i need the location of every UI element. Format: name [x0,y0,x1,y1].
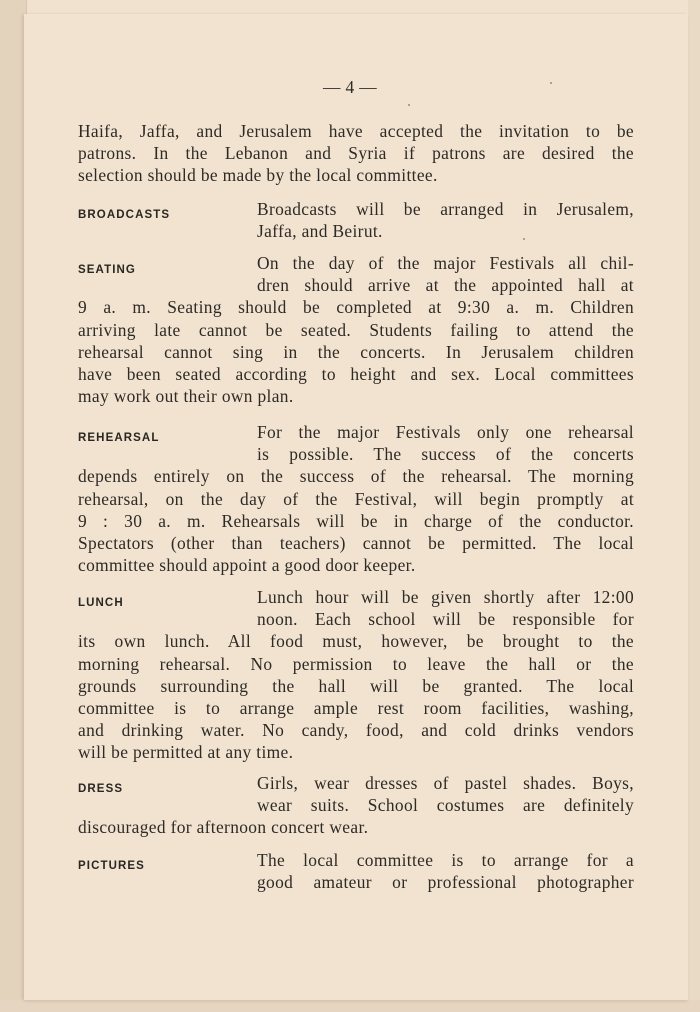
text-line: wear suits. School costumes are definitely [257,795,634,816]
text-line: patrons. In the Lebanon and Syria if patrons are desired the [78,143,634,164]
text-line: will be permitted at any time. [78,742,294,763]
text-line: noon. Each school will be responsible for [257,609,634,630]
text-line: Jaffa, and Beirut. [257,221,383,242]
text-line: committee should appoint a good door keeper. [78,555,416,576]
text-line: 9 a. m. Seating should be completed at 9:30 a. m. Children [78,297,634,318]
text-line: rehearsal cannot sing in the concerts. In Jerusalem children [78,341,634,362]
text-line: Haifa, Jaffa, and Jerusalem have accepted the invitation to be [78,121,634,141]
section-heading-dress: DRESS [78,783,124,795]
section-lunch [78,586,634,764]
text-line: discouraged for afternoon concert wear. [78,817,369,838]
text-line: may work out their own plan. [78,386,294,407]
text-line: selection should be made by the local committee. [78,165,438,186]
text-line: 9 : 30 a. m. Rehearsals will be in charge of the conductor. [78,510,634,531]
text-line: grounds surrounding the hall will be granted. The local [78,675,634,696]
page-number: — 4 — [323,77,377,97]
text-line: On the day of the major Festivals all chil- [257,253,634,273]
text-line: arriving late cannot be seated. Students failing to attend the [78,319,634,340]
section-broadcasts [78,198,634,242]
section-heading-seating: SEATING [78,264,136,276]
text-line: have been seated according to height and sex. Local committees [78,364,634,385]
page-bottom-edge [0,1000,700,1012]
section-pictures [78,849,634,893]
section-dress [78,772,634,839]
text-line: its own lunch. All food must, however, be brought to the [78,631,634,652]
text-line: Broadcasts will be arranged in Jerusalem, [257,199,634,219]
section-seating [78,252,634,407]
section-heading-lunch: LUNCH [78,597,124,609]
section-rehearsal [78,421,634,576]
text-line: Girls, wear dresses of pastel shades. Boys, [257,773,634,793]
intro-paragraph [78,120,634,187]
text-line: Lunch hour will be given shortly after 12:00 [257,587,634,607]
text-line: morning rehearsal. No permission to leave the hall or the [78,653,634,674]
text-line: For the major Festivals only one rehearsal [257,422,634,442]
section-heading-pictures: PICTURES [78,860,145,872]
page-right-edge [688,0,700,1012]
text-line: dren should arrive at the appointed hall at [257,275,634,296]
text-line: and drinking water. No candy, food, and cold drinks vendors [78,720,634,741]
section-heading-broadcasts: BROADCASTS [78,209,171,221]
text-line: Spectators (other than teachers) cannot be permitted. The local [78,533,634,554]
text-line: rehearsal, on the day of the Festival, will begin promptly at [78,488,634,509]
underlying-sheet-edge [0,0,27,1012]
text-line: The local committee is to arrange for a [257,850,634,870]
text-line: is possible. The success of the concerts [257,444,634,465]
section-heading-rehearsal: REHEARSAL [78,432,160,444]
text-line: committee is to arrange ample rest room facilities, washing, [78,698,634,719]
paper-speck [408,104,410,106]
text-line: good amateur or professional photographer [257,872,634,893]
text-line: depends entirely on the success of the rehearsal. The morning [78,466,634,487]
